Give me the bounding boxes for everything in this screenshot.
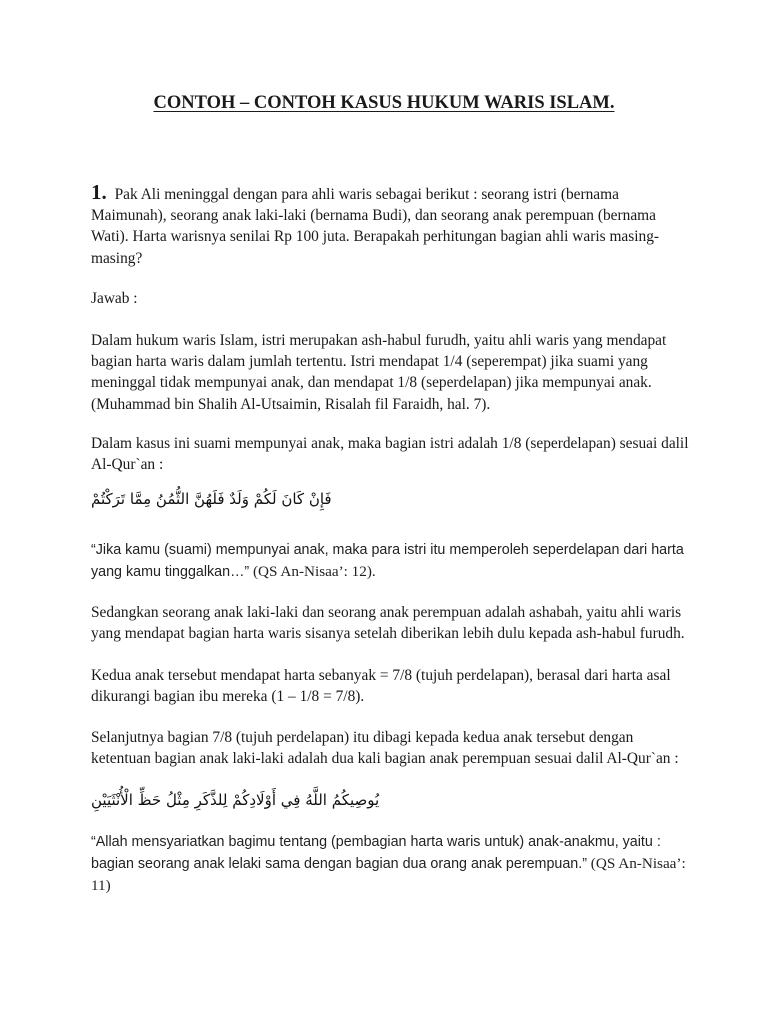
paragraph-children-share: Kedua anak tersebut mendapat harta sebanyak = 7/8 (tujuh perdelapan), berasal dari harta asal dikurangi bagian ibu mereka (1 – 1/8 = 7/8). — [91, 667, 671, 706]
document-title: CONTOH – CONTOH KASUS HUKUM WARIS ISLAM. — [153, 93, 615, 113]
paragraph-division-rule: Selanjutnya bagian 7/8 (tujuh perdelapan) itu dibagi kepada kedua anak tersebut dengan ketentuan bagian anak laki-laki adalah dua kali bagian anak perempuan sesuai dalil Al-Qur`an : — [91, 729, 679, 768]
verse-reference-1: (QS An-Nisaa’: 12). — [249, 563, 376, 581]
paragraph-wife-share: Dalam hukum waris Islam, istri merupakan ash-habul furudh, yaitu ahli waris yang mendapat bagian harta waris dalam jumlah tertentu. Istri mendapat 1/4 (seperempat) jika suami yang meninggal tidak mempunyai anak, dan mendapat 1/8 (seperdelapan) jika mempunyai anak. (Muhammad bin Shalih Al-Utsaimin, Risalah fil Faraidh, hal. 7). — [91, 332, 667, 413]
verse-translation-2-text: “Allah mensyariatkan bagimu tentang (pembagian harta waris untuk) anak-anakmu, yaitu : bagian seorang anak lelaki sama dengan bagian dua orang anak perempuan.” — [91, 834, 661, 873]
verse-translation-1-text: “Jika kamu (suami) mempunyai anak, maka para istri itu memperoleh seperdelapan dari harta yang kamu tinggalkan…” — [91, 542, 684, 581]
quran-verse-arabic-2: يُوصِيكُمُ اللَّهُ فِي أَوْلَادِكُمْ لِلذَّكَرِ مِثْلُ حَظِّ الْأُنْثَيَيْنِ — [91, 791, 380, 809]
paragraph-case-analysis: Dalam kasus ini suami mempunyai anak, maka bagian istri adalah 1/8 (seperdelapan) sesuai dalil Al-Qur`an : — [91, 435, 689, 474]
question-number: 1. — [91, 180, 107, 204]
verse-translation-1 — [91, 540, 691, 583]
quran-verse-arabic-1: فَإِنْ كَانَ لَكُمْ وَلَدٌ فَلَهُنَّ الثُّمُنُ مِمَّا تَرَكْتُمْ — [91, 490, 332, 508]
verse-translation-2 — [91, 832, 691, 898]
question-paragraph — [91, 182, 691, 269]
paragraph-ashabah: Sedangkan seorang anak laki-laki dan seorang anak perempuan adalah ashabah, yaitu ahli waris yang mendapat bagian harta waris sisanya setelah diberikan lebih dulu kepada ash-habul furudh. — [91, 604, 685, 643]
answer-label: Jawab : — [91, 290, 138, 307]
verse-reference-2: (QS An-Nisaa’: 11) — [91, 855, 686, 895]
question-text: Pak Ali meninggal dengan para ahli waris sebagai berikut : seorang istri (bernama Maimunah), seorang anak laki-laki (bernama Budi), dan seorang anak perempuan (bernama Wati). Harta warisnya senilai Rp 100 juta. Berapakah perhitungan bagian ahli waris masing-masing? — [91, 186, 660, 267]
